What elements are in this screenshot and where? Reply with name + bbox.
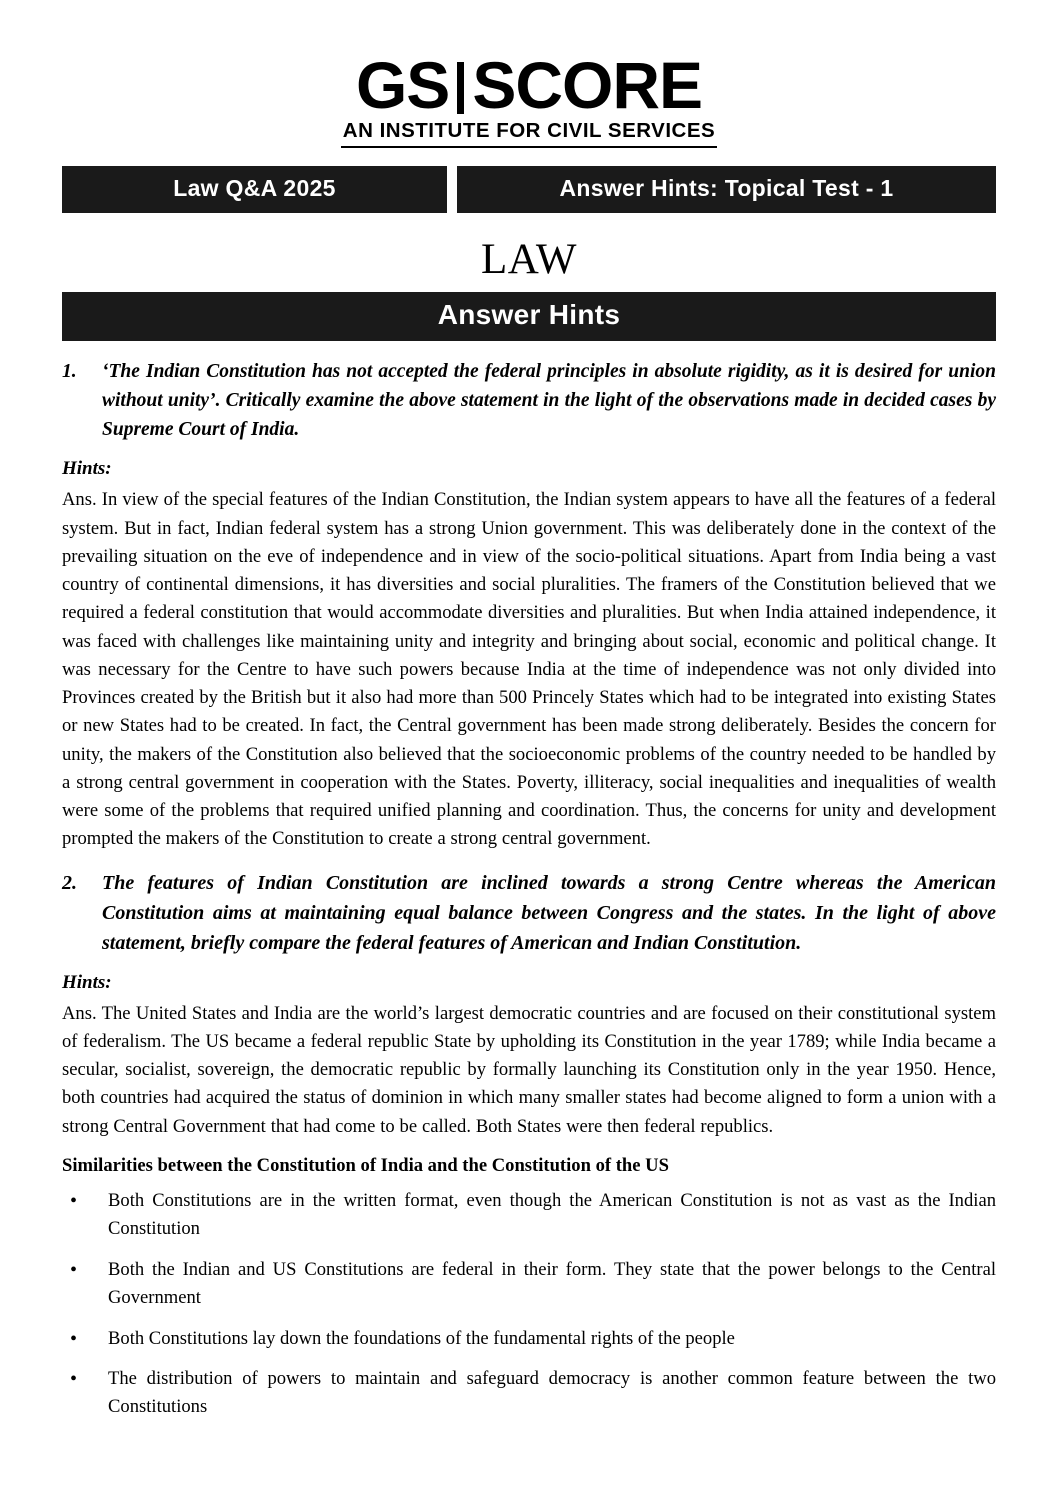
hints-label: Hints: (62, 971, 112, 993)
list-item: • The distribution of powers to maintain and safeguard democracy is another common feature between the two Constitutions (62, 1365, 996, 1421)
list-item: • Both Constitutions lay down the foundations of the fundamental rights of the people (62, 1325, 996, 1353)
question-text: ‘The Indian Constitution has not accepted the federal principles in absolute rigidity, as it is desired for union without unity’. Critically examine the above statement in the light of the observations made in decided cases by Supreme Court of India. (102, 360, 996, 441)
answer-paragraph: Ans. The United States and India are the world’s largest democratic countries and are focused on their constitutional system of federalism. The US became a federal republic State by upholding its Constitution in the year 1789; while India became a secular, socialist, sovereign, the democratic republic by formally launching its Constitution only in the year 1950. Hence, both countries had acquired the status of dominion in which many smaller states had become aligned to form a union with a strong Central Government that had come to be called. Both States were then federal republics. (62, 1002, 996, 1137)
header-bar-right: Answer Hints: Topical Test - 1 (457, 166, 996, 213)
header-bar-left: Law Q&A 2025 (62, 166, 447, 213)
question-text: The features of Indian Constitution are inclined towards a strong Centre whereas the American Constitution aims at maintaining equal balance between Congress and the states. In the light of above statement, briefly compare the federal features of American and Indian Constitution. (102, 871, 996, 954)
page-title: LAW (481, 235, 577, 283)
hints-label: Hints: (62, 458, 112, 480)
question-block-2 (62, 868, 996, 958)
answer-paragraph: Ans. In view of the special features of the Indian Constitution, the Indian system appears to have all the features of a federal system. But in fact, Indian federal system has a strong Union government. This was deliberately done in the context of the prevailing situation on the eve of independence and in view of the socio-political situations. Apart from India being a vast country of continental dimensions, it has diversities and social pluralities. The framers of the Constitution believed that we required a federal constitution that would accommodate diversities and pluralities. But when India attained independence, it was faced with challenges like maintaining unity and integrity and bringing about social, economic and political change. It was necessary for the Centre to have such powers because India at the time of independence was not only divided into Provinces created by the British but it also had more than 500 Princely States which had to be integrated into existing States or new States had to be created. In fact, the Central government has been made strong deliberately. Besides the concern for unity, the makers of the Constitution also believed that the socioeconomic problems of the country needed to be handled by a strong central government in cooperation with the States. Poverty, illiteracy, social inequalities and inequalities of wealth were some of the problems that required unified planning and coordination. Thus, the concerns for unity and development prompted the makers of the Constitution to create a strong central government. (62, 489, 996, 850)
question-block-1 (62, 357, 996, 445)
sub-heading-similarities: Similarities between the Constitution of India and the Constitution of the US (62, 1154, 669, 1176)
similarities-list (62, 1187, 996, 1421)
masthead (62, 48, 996, 148)
header-bar-row (62, 166, 996, 213)
document-content (62, 357, 996, 1421)
section-title-bar: Answer Hints (62, 292, 996, 341)
list-item: • Both the Indian and US Constitutions are federal in their form. They state that the power belongs to the Central Government (62, 1256, 996, 1312)
logo-text-gs: GS (355, 48, 450, 122)
question-number: 1. (62, 360, 77, 382)
list-item: • Both Constitutions are in the written format, even though the American Constitution is not as vast as the Indian Constitution (62, 1187, 996, 1243)
brand-tagline: AN INSTITUTE FOR CIVIL SERVICES (341, 119, 717, 148)
brand-logo (62, 48, 996, 122)
logo-text-score: SCORE (472, 48, 703, 122)
question-number: 2. (62, 871, 77, 894)
logo-divider-bar (457, 62, 464, 114)
